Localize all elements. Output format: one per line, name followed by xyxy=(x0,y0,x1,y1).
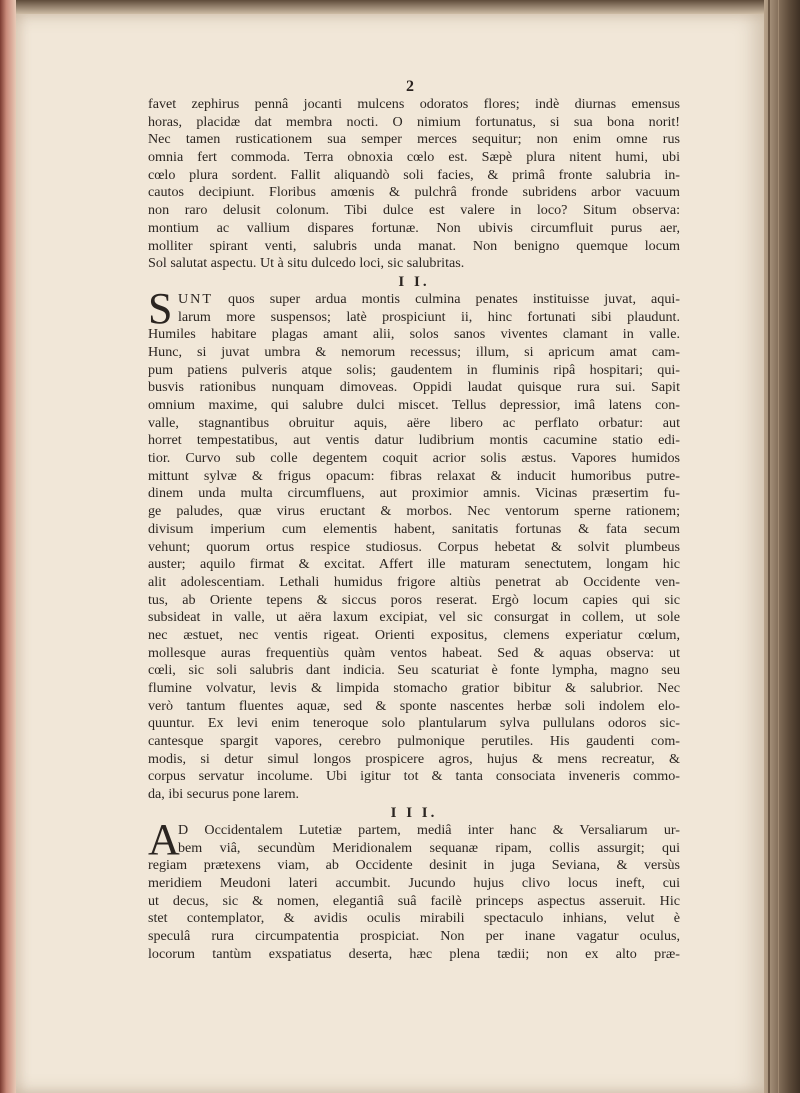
text-line: alit adolescentiam. Lethali humidus frigore altiùs penetrat ab Occidente ven- xyxy=(148,573,680,590)
page-number: 2 xyxy=(406,78,414,95)
text-line: omnia fert commoda. Terra obnoxia cœlo est. Sæpè plura nitent humi, ubi xyxy=(148,149,680,166)
drop-cap: S xyxy=(148,283,173,333)
text-line: cœli, sic soli salubris dant indicia. Seu scaturiat è fonte lympha, magno seu xyxy=(148,662,680,679)
text-line: cantesque spargit vapores, cerebro pulmonique perutiles. His gaudenti com- xyxy=(148,733,680,750)
text-line: cautos decipiunt. Floribus amœnis & pulchrâ fronde subridens arbor vacuum xyxy=(148,184,680,201)
text-line: Hunc, si juvat umbra & nemorum recessus; illum, si apricum amat cam- xyxy=(148,343,680,360)
text-line: ge paludes, quæ virus eructant & morbos. Nec ventorum sperne rationem; xyxy=(148,503,680,520)
text-line: busvis rationibus nunquam dimoveas. Oppidi laudat quisque rura sui. Sapit xyxy=(148,379,680,396)
text-line: non raro delusit colonum. Tibi dulce est valere in loco? Situm observa: xyxy=(148,202,680,219)
text-line: vehunt; quorum ortus respice studiosus. Corpus hebetat & solvit plumbeus xyxy=(148,538,680,555)
section-ii-paragraph xyxy=(148,283,680,804)
text-line: favet zephirus pennâ jocanti mulcens odoratos flores; indè diurnas emensus xyxy=(148,96,680,112)
text-line: regiam prætexens viam, ab Occidente desinit in juga Seviana, & versùs xyxy=(148,857,680,874)
drop-cap: A xyxy=(148,814,180,864)
text-line: cœlo plura sordent. Fallit aliquandò soli facies, & primâ fronte salubria in- xyxy=(148,166,680,183)
text-line: verò tantum fluentes aquæ, sed & sponte nascentes herbæ soli indolem elo- xyxy=(148,697,680,714)
text-line: omnium maxime, qui salubre dulci miscet. Tellus depressior, imâ latens con- xyxy=(148,397,680,413)
text-line: modis, si detur simul longos prospicere agros, hujus & mens recreatur, & xyxy=(148,750,680,767)
text-line: speculâ rura circumpatentia prospiciat. Non per inane vagatur oculus, xyxy=(148,927,680,944)
text-line: horret tempestatibus, aut ventis datur ludibrium montis cacumine statio edi- xyxy=(148,432,680,449)
text-line: Humiles habitare plagas amant alii, solos sanos viventes clamant in valle. xyxy=(148,326,680,343)
text-line: auster; aquilo firmat & excitat. Affert ille maturam senectutem, longam hic xyxy=(148,556,680,573)
book-spine-edge xyxy=(764,0,800,1093)
small-caps-word: UNT xyxy=(178,290,213,307)
text-line: UNT quos super ardua montis culmina penates instituisse juvat, aqui- xyxy=(178,290,680,307)
section-heading-iii: I I I. xyxy=(390,804,438,821)
text-line: molliter spirant venti, salubris unda manat. Non benigno quemque locum xyxy=(148,237,680,254)
text-line: D Occidentalem Lutetiæ partem, mediâ inter hanc & Versaliarum ur- xyxy=(178,821,680,838)
text-line: Nec tamen rusticationem sua semper merces sequitur; non enim omne rus xyxy=(148,131,680,148)
text-line: flumine volvatur, levis & limpida stomacho gratior bibitur & salubrior. Nec xyxy=(148,680,680,696)
text-line: tior. Curvo sub colle degentem coquit acrior solis æstus. Vapores humidos xyxy=(148,450,680,467)
text-line: stet contemplator, & avidis oculis mirabili spectaculo inhians, velut è xyxy=(148,910,680,927)
text-line: corpus servatur incolume. Ubi igitur tot & tanta consociata inveneris commo- xyxy=(148,768,680,785)
page-top-shadow xyxy=(16,0,764,14)
text-line: pum patiens pulveris atque solis; gaudentem in fluminis ripâ hospitari; qui- xyxy=(148,361,680,378)
intro-paragraph xyxy=(148,96,680,273)
section-heading-ii: I I. xyxy=(398,273,430,290)
text-line: Sol salutat aspectu. Ut à situ dulcedo loci, sic salubritas. xyxy=(148,255,465,272)
text-line: quuntur. Ex levi enim teneroque solo plantularum sylva pullulans odoros sic- xyxy=(148,715,680,732)
text-line: ut decus, sic & nomen, elegantiâ suâ facilè princeps aspectus asseruit. Hic xyxy=(148,892,680,909)
text-line: da, ibi securus pone larem. xyxy=(148,786,300,803)
text-line: mittunt sylvæ & frigus opacum: fibras relaxat & inducit humoribus putre- xyxy=(148,467,680,484)
text-line: divisum imperium cum elementis habent, sanitatis fortunas & fata secum xyxy=(148,520,680,537)
text-line: dinem unda multa circumfluens, aut proximior amnis. Vicinas præsertim fu- xyxy=(148,485,680,502)
text-line: valle, stagnantibus obruitur aquis, aëre libero ac perflato orbatur: aut xyxy=(148,414,680,431)
page-text xyxy=(148,96,680,963)
text-line: meridiem Meudoni lateri accumbit. Jucundo hujus clivo locus ineft, cui xyxy=(148,874,680,891)
section-iii-paragraph xyxy=(148,814,680,964)
text-line: bem viâ, secundùm Meridionalem sequanæ ripam, collis assurgit; qui xyxy=(178,839,680,856)
text-line: locorum tantùm exspatiatus deserta, hæc plena tædii; non ex alto præ- xyxy=(148,945,680,962)
text-line: nec æstuet, nec ventis rigeat. Orienti expositus, clemens experiatur cœlum, xyxy=(148,626,680,643)
text-line: tus, ab Oriente tepens & siccus poros reserat. Ergò locum capies qui sic xyxy=(148,591,680,608)
text-line: montium ac vallium dispares fortunæ. Non ubivis circumfluit purus aer, xyxy=(148,219,680,236)
text-line: mollesque auras frequentiùs quàm ventos habeat. Sed & aquas observa: ut xyxy=(148,644,680,661)
left-page-edge xyxy=(0,0,16,1093)
text-line: subsideat in valle, ut aëra laxum excipiat, vel sic consurgat in collem, ut sole xyxy=(148,609,680,626)
text-line: horas, placidæ dat membra nocti. O nimium fortunatus, si sua bona norit! xyxy=(148,113,680,130)
text-line: larum more suspensos; latè prospiciunt ii, hinc fortunati sibi plaudunt. xyxy=(178,308,680,325)
